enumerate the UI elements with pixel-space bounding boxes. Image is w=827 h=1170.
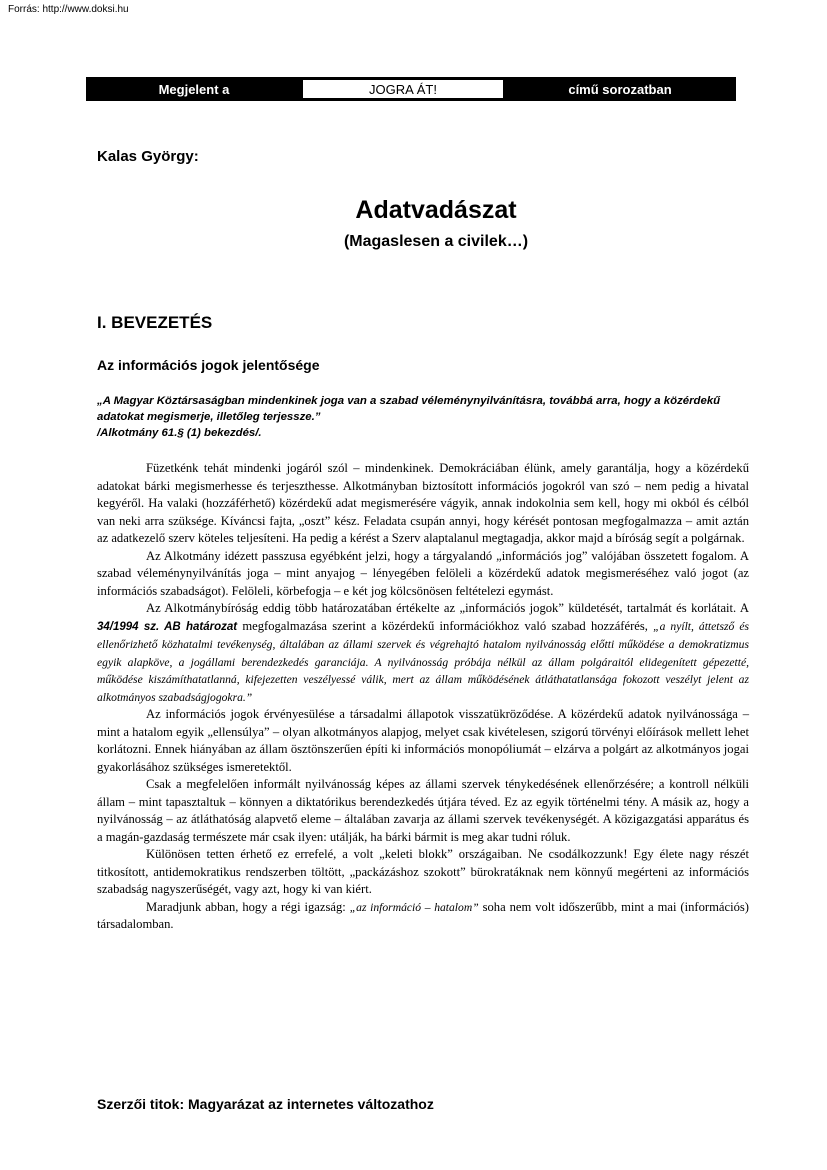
paragraph-1: Füzetkénk tehát mindenki jogáról szól – mindenkinek. Demokráciában élünk, amely garantálja, hogy a közérdekű adatokat bárki megismerhesse és terjeszthesse. Alkotmányban biztosított információs jogokról van szó – nem pedig a hivatal kegyéről. Ha valaki (hozzáférhető) közérdekű adat megismerésére vágyik, annak indokolnia sem kell, hogy mi okból és célból van neki arra szüksége. Kíváncsi fajta, „oszt” kész. Feladata csupán annyi, hogy kérését pontosan megfogalmazza – amit aztán az adatkezelő szerv köteles teljesíteni. Ha pedig a kérést a Szerv alaptalanul megtagadja, akkor majd a bíróság segít a polgárnak. bbox=[97, 461, 749, 545]
paragraph-7-end: soha nem volt időszerűbb, mint a mai (információs) társadalomban. bbox=[97, 899, 749, 931]
court-decision-citation: 34/1994 sz. AB határozat bbox=[97, 620, 238, 633]
paragraph-3-mid: megfogalmazása szerint a közérdekű információkhoz való szabad hozzáférés, bbox=[237, 618, 654, 633]
quote-source: /Alkotmány 61.§ (1) bekezdés/. bbox=[97, 427, 262, 439]
paragraph-3 bbox=[97, 600, 749, 706]
source-url: Forrás: http://www.doksi.hu bbox=[8, 4, 129, 15]
series-banner bbox=[86, 77, 736, 101]
paragraph-4: Az információs jogok érvényesülése a társadalmi állapotok visszatükröződése. A közérdekű adatok nyilvánossága – mint a hatalom egyik „ellensúlya” – olyan alkotmányos alapjog, melyet csak kivételesen, szigorú törvényi előírások mellett lehet korlátozni. Ennek hiányában az állam ösztönszerűen építi ki információs monopóliumát – elzárva a polgárt az alkotmányos jogai gyakorlásához szükséges ismeretektől. bbox=[97, 707, 749, 774]
document-subtitle: (Magaslesen a civilek…) bbox=[343, 233, 529, 250]
section-heading: I. BEVEZETÉS bbox=[97, 313, 213, 332]
paragraph-7-start: Maradjunk abban, hogy a régi igazság: bbox=[146, 899, 350, 914]
author-name: Kalas György: bbox=[97, 148, 199, 165]
banner-left-label: Megjelent a bbox=[158, 81, 230, 97]
quote-text: „A Magyar Köztársaságban mindenkinek joga van a szabad véleménynyilvánításra, továbbá arra, hogy a közérdekű adatokat megismerje, illetőleg terjessze.” bbox=[97, 395, 721, 423]
paragraph-5: Csak a megfelelően informált nyilvánosság képes az állami szervek ténykedésének ellenőrzésére; a kontroll nélküli állam – mint tapasztaltuk – könnyen a diktatórikus berendezkedés útjára téved. Ez az egyik történelmi tény. A másik az, hogy a nyilvánosság – az átláthatóság alapvető eleme – általában zavarja az állami szervek tevékenységét. A közigazgatási apparátus és a magán-gazdaság természete már csak ilyen: utálják, ha bárki bármit is meg akar tudni róluk. bbox=[97, 777, 749, 844]
paragraph-6: Különösen tetten érhető ez errefelé, a volt „keleti blokk” országaiban. Ne csodálkozzunk! Egy élete nagy részét titkosított, antidemokratikus rendszerben töltött, „packázáshoz szokott” bürokratáknak nem könnyű megérteni az információs szabadság nagyszerűségét, vagy azt, hogy ki van kiért. bbox=[97, 847, 749, 896]
paragraph-2: Az Alkotmány idézett passzusa egyébként jelzi, hogy a tárgyalandó „információs jog” valójában összetett fogalom. A szabad véleménynyilvánítás joga – mint anyajog – lényegében felöleli a közérdekű adatok megismeréséhez való jogot (az információs szabadságot). Felöleli, körbefogja – e két jog kölcsönösen feltételezi egymást. bbox=[97, 548, 749, 598]
body-text bbox=[97, 460, 749, 934]
footer-heading: Szerzői titok: Magyarázat az internetes változathoz bbox=[97, 1096, 434, 1112]
banner-right-label: című sorozatban bbox=[568, 81, 672, 97]
document-title: Adatvadászat bbox=[355, 196, 517, 224]
banner-series-name: JOGRA ÁT! bbox=[302, 79, 504, 99]
constitution-quote bbox=[97, 393, 749, 441]
paragraph-3-start: Az Alkotmánybíróság eddig több határozatában értékelte az „információs jogok” küldetését, tartalmát és korlátait. A bbox=[146, 601, 749, 615]
paragraph-7 bbox=[97, 899, 749, 934]
paragraph-7-quote: „az információ – hatalom” bbox=[349, 900, 479, 914]
subsection-heading: Az információs jogok jelentősége bbox=[97, 357, 320, 373]
court-decision-quote: „a nyílt, áttetsző és ellenőrizhető közhatalmi tevékenység, általában az állami szervek és végrehajtó hatalom nyilvánosság előtti működése a demokratizmus egyik alapköve, a jogállami berendezkedés garanciája. A nyilvánosság próbája nélkül az állam polgáraitól elidegenített gépezetté, működése kiszámíthatatlanná, kifejezetten veszélyessé válik, mert az állam működésének átláthatatlansága fokozott veszélyt jelent az alkotmányos szabadságjogokra.” bbox=[97, 619, 749, 704]
